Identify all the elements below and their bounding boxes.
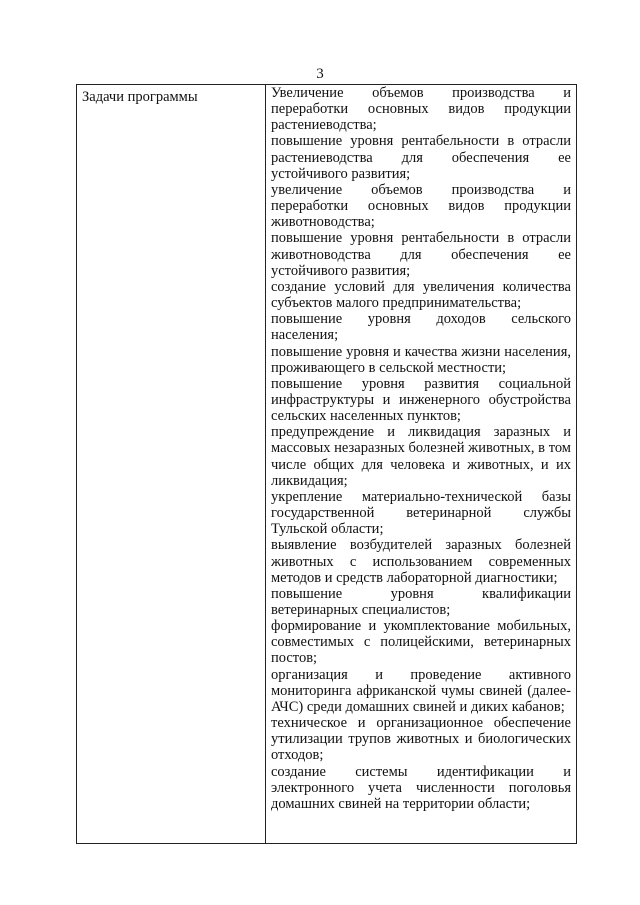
task-item: предупреждение и ликвидация заразных и массовых незаразных болезней животных, в том числе общих для человека и животных, и их ликвидация; xyxy=(271,424,571,489)
task-item: повышение уровня и качества жизни населения, проживающего в сельской местности; xyxy=(271,343,571,376)
page-number: 3 xyxy=(316,66,324,82)
task-item: повышение уровня квалификации ветеринарных специалистов; xyxy=(271,585,571,618)
task-item: организация и проведение активного мониторинга африканской чумы свиней (далее-АЧС) среди домашних свиней и диких кабанов; xyxy=(271,666,571,715)
task-item: повышение уровня рентабельности в отрасли животноводства для обеспечения ее устойчивого развития; xyxy=(271,230,571,279)
task-item: создание системы идентификации и электронного учета численности поголовья домашних свиней на территории области; xyxy=(271,763,571,812)
task-item: увеличение объемов производства и переработки основных видов продукции животноводства; xyxy=(271,181,571,231)
task-item: повышение уровня развития социальной инфраструктуры и инженерного обустройства сельских населенных пунктов; xyxy=(271,375,571,425)
task-item: Увеличение объемов производства и переработки основных видов продукции растениеводства; xyxy=(271,85,571,134)
task-item: выявление возбудителей заразных болезней животных с использованием современных методов и средств лабораторной диагностики; xyxy=(271,537,571,586)
task-item: техническое и организационное обеспечение утилизации трупов животных и биологических отходов; xyxy=(271,715,571,764)
task-item: создание условий для увеличения количества субъектов малого предпринимательства; xyxy=(271,278,571,312)
task-item: укрепление материально-технической базы государственной ветеринарной службы Тульской области; xyxy=(271,488,571,538)
task-item: повышение уровня доходов сельского населения; xyxy=(271,311,571,344)
tasks-cell xyxy=(266,85,576,843)
program-tasks-table xyxy=(76,84,577,844)
task-item: повышение уровня рентабельности в отрасли растениеводства для обеспечения ее устойчивого развития; xyxy=(271,133,571,182)
row-label-cell xyxy=(77,85,266,843)
row-label: Задачи программы xyxy=(82,89,198,105)
task-item: формирование и укомплектование мобильных, совместимых с полицейскими, ветеринарных постов; xyxy=(271,618,571,667)
